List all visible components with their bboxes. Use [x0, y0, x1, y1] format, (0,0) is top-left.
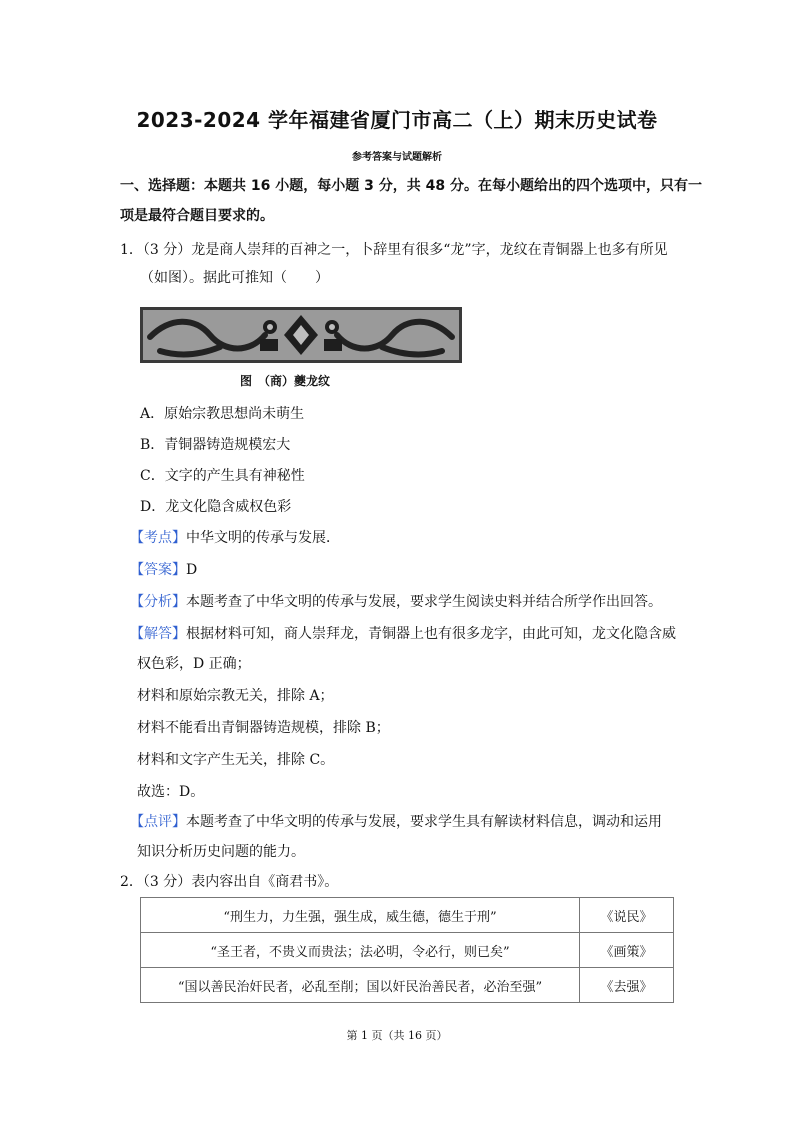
dianping-tag: 【点评】	[130, 814, 186, 830]
dragon-pattern-figure	[140, 307, 462, 363]
table-cell-source: 《说民》	[580, 898, 674, 933]
q1-dianping-line-1	[130, 812, 662, 832]
q1-exclusion-c: 材料和文字产生无关，排除 C。	[137, 752, 335, 768]
q1-exclusion-b: 材料不能看出青铜器铸造规模，排除 B；	[137, 720, 390, 736]
kaodian-text: 中华文明的传承与发展．	[186, 530, 340, 546]
q2-stem: 2．（3 分）表内容出自《商君书》。	[120, 874, 339, 890]
table-row	[141, 968, 674, 1003]
q1-jieda-line-1	[130, 624, 676, 644]
kui-dragon-pattern-image	[140, 307, 462, 363]
figure-caption: 图 （商）夔龙纹	[240, 374, 331, 388]
page-title: 2023-2024 学年福建省厦门市高二（上）期末历史试卷	[136, 108, 658, 132]
q1-stem-line-1: 1．（3 分）龙是商人崇拜的百神之一，卜辞里有很多“龙”字，龙纹在青铜器上也多有所见	[120, 242, 668, 258]
table-row	[141, 933, 674, 968]
q1-option-c: C．文字的产生具有神秘性	[140, 468, 305, 484]
q1-stem-line-2: （如图）。据此可推知（ ）	[140, 270, 329, 286]
table-cell-quote: “圣王者，不贵义而贵法；法必明，令必行，则已矣”	[141, 933, 580, 968]
dianping-text: 本题考查了中华文明的传承与发展，要求学生具有解读材料信息，调动和运用	[186, 814, 662, 830]
table-cell-source: 《画策》	[580, 933, 674, 968]
answer-text: D	[186, 562, 198, 578]
jieda-text: 根据材料可知，商人崇拜龙，青铜器上也有很多龙字，由此可知，龙文化隐含威	[186, 626, 676, 642]
jieda-tag: 【解答】	[130, 626, 186, 642]
q1-jieda-line-2: 权色彩，D 正确；	[137, 656, 251, 672]
table-cell-quote: “国以善民治奸民者，必乱至削；国以奸民治善民者，必治至强”	[141, 968, 580, 1003]
section-heading-line-1: 一、选择题：本题共 16 小题，每小题 3 分，共 48 分。在每小题给出的四个选项中，只有一	[120, 178, 702, 194]
q1-kaodian	[130, 528, 340, 548]
q1-fenxi	[130, 592, 662, 612]
page-footer: 第 1 页（共 16 页）	[346, 1029, 448, 1042]
fenxi-text: 本题考查了中华文明的传承与发展，要求学生阅读史料并结合所学作出回答。	[186, 594, 662, 610]
source-table	[140, 897, 674, 1003]
subtitle: 参考答案与试题解析	[352, 152, 442, 163]
answer-tag: 【答案】	[130, 562, 186, 578]
q1-exclusion-a: 材料和原始宗教无关，排除 A；	[137, 688, 334, 704]
table-cell-source: 《去强》	[580, 968, 674, 1003]
q1-conclusion: 故选：D。	[137, 784, 205, 800]
q1-option-b: B．青铜器铸造规模宏大	[140, 437, 291, 453]
section-heading-line-2: 项是最符合题目要求的。	[120, 208, 274, 224]
q1-dianping-line-2: 知识分析历史问题的能力。	[137, 844, 305, 860]
table-row	[141, 898, 674, 933]
fenxi-tag: 【分析】	[130, 594, 186, 610]
q1-option-d: D．龙文化隐含威权色彩	[140, 499, 292, 515]
kaodian-tag: 【考点】	[130, 530, 186, 546]
table-cell-quote: “刑生力，力生强，强生成，威生德，德生于刑”	[141, 898, 580, 933]
q1-option-a: A．原始宗教思想尚未萌生	[140, 406, 305, 422]
q1-answer	[130, 560, 197, 580]
